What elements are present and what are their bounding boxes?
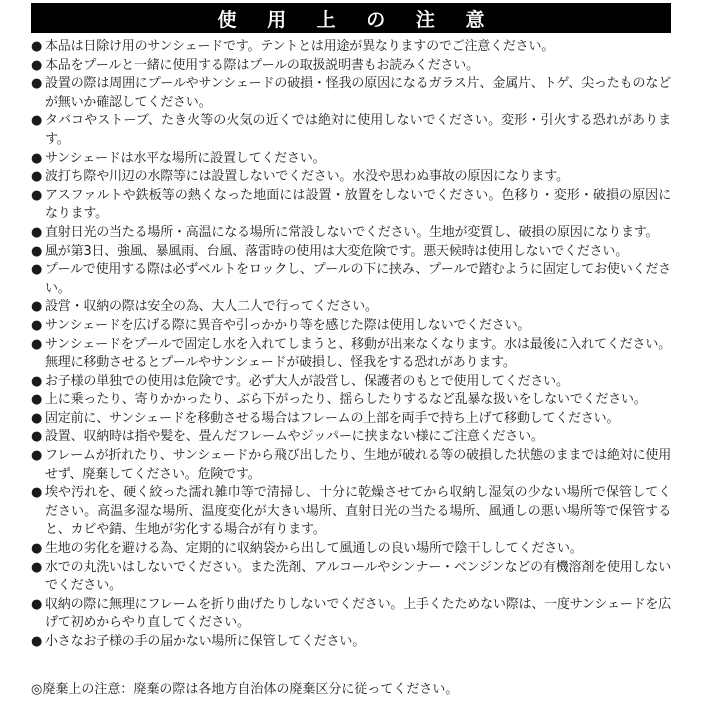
list-item [31, 150, 671, 169]
list-item-text: 設営・収納の際は安全の為、大人二人で行ってください。 [45, 299, 378, 315]
list-item-text: 設置の際は周囲にプールやサンシェードの破損・怪我の原因になるガラス片、金属片、トゲ、尖ったものなどが無いか確認してください。 [45, 76, 671, 110]
bullet-icon: ● [31, 224, 43, 240]
list-item-text: サンシェードを広げる際に異音や引っかかり等を感じた際は使用しないでください。 [45, 317, 531, 333]
bullet-icon: ● [31, 187, 43, 203]
list-item-text: 直射日光の当たる場所・高温になる場所に常設しないでください。生地が変質し、破損の原因になります。 [45, 224, 659, 240]
list-item [31, 391, 671, 410]
bullet-icon: ● [31, 169, 43, 185]
list-item [31, 243, 671, 262]
list-item [31, 410, 671, 429]
list-item [31, 261, 671, 298]
list-item-text: サンシェードをプールで固定し水を入れてしまうと、移動が出来なくなります。水は最後に入れてください。無理に移動させるとプールやサンシェードが破損し、怪我をする恐れがあります。 [45, 336, 671, 371]
list-item-text: フレームが折れたり、サンシェードから飛び出したり、生地が破れる等の破損した状態のままでは絶対に使用せず、廃棄してください。危険です。 [45, 448, 671, 482]
bullet-icon: ● [31, 596, 43, 612]
list-item [31, 428, 671, 447]
list-item-text: 本品をプールと一緒に使用する際はプールの取扱説明書もお読みください。 [45, 57, 479, 73]
list-item-text: プールで使用する際は必ずベルトをロックし、プールの下に挟み、プールで踏むように固定してお使いください。 [45, 262, 671, 296]
list-item [31, 336, 671, 373]
list-item [31, 317, 671, 336]
list-item [31, 112, 671, 149]
bullet-icon: ● [31, 373, 43, 389]
list-item [31, 187, 671, 224]
bullet-icon: ● [31, 541, 43, 557]
bullet-icon: ● [31, 57, 43, 73]
list-item [31, 484, 671, 540]
list-item-text: 水での丸洗いはしないでください。また洗剤、アルコールやシンナー・ベンジンなどの有機溶剤を使用しないでください。 [45, 559, 671, 594]
list-item-text: 収納の際に無理にフレームを折り曲げたりしないでください。上手くたためない際は、一度サンシェードを広げて初めからやり直してください。 [45, 596, 671, 631]
list-item-text: 上に乗ったり、寄りかかったり、ぶら下がったり、揺らしたりするなど乱暴な扱いをしないでください。 [45, 392, 647, 408]
list-item [31, 373, 671, 392]
list-item [31, 298, 671, 317]
bullet-icon: ● [31, 243, 43, 259]
list-item-text: サンシェードは水平な場所に設置してください。 [45, 150, 326, 166]
page-title: 使 用 上 の 注 意 [217, 8, 497, 31]
list-item-text: 風が第3日、強風、暴風雨、台風、落雷時の使用は大変危険です。悪天候時は使用しないでください。 [45, 243, 629, 259]
list-item [31, 633, 671, 652]
bullet-icon: ● [31, 410, 43, 426]
bullet-icon: ● [31, 262, 43, 278]
bullet-icon: ● [31, 76, 43, 92]
list-item [31, 447, 671, 484]
list-item-text: 固定前に、サンシェードを移動させる場合はフレームの上部を両手で持ち上げて移動してください。 [45, 410, 620, 426]
list-item-text: 設置、収納時は指や髪を、畳んだフレームやジッパーに挟まない様にご注意ください。 [45, 429, 544, 445]
list-item [31, 38, 671, 57]
precautions-list [31, 38, 671, 652]
bullet-icon: ● [31, 448, 43, 464]
bullet-icon: ● [31, 336, 43, 352]
bullet-icon: ● [31, 392, 43, 408]
list-item [31, 75, 671, 112]
list-item-text: タバコやストーブ、たき火等の火気の近くでは絶対に使用しないでください。変形・引火する恐れがあります。 [45, 113, 671, 147]
bullet-icon: ● [31, 485, 43, 501]
list-item-text: 小さなお子様の手の届かない場所に保管してください。 [45, 634, 366, 649]
list-item [31, 596, 671, 633]
bullet-icon: ● [31, 634, 43, 649]
bullet-icon: ● [31, 559, 43, 575]
title-banner [31, 3, 671, 33]
bullet-icon: ● [31, 429, 43, 445]
list-item-text: 生地の劣化を避ける為、定期的に収納袋から出して風通しの良い場所で陰干ししてください。 [45, 541, 583, 557]
list-item [31, 559, 671, 596]
disposal-note: ◎廃棄上の注意：廃棄の際は各地方自治体の廃棄区分に従ってください。 [31, 682, 459, 697]
list-item-text: 本品は日除け用のサンシェードです。テントとは用途が異なりますのでご注意ください。 [45, 39, 555, 54]
list-item-text: アスファルトや鉄板等の熱くなった地面には設置・放置をしないでください。色移り・変形・破損の原因になります。 [45, 187, 671, 222]
list-item [31, 540, 671, 559]
list-item [31, 57, 671, 76]
list-item [31, 168, 671, 187]
bullet-icon: ● [31, 150, 43, 166]
bullet-icon: ● [31, 317, 43, 333]
bullet-icon: ● [31, 299, 43, 315]
list-item [31, 224, 671, 243]
list-item-text: 波打ち際や川辺の水際等には設置しないでください。水没や思わぬ事故の原因になります。 [45, 169, 569, 185]
bullet-icon: ● [31, 39, 43, 54]
bullet-icon: ● [31, 113, 43, 129]
list-item-text: 埃や汚れを、硬く絞った濡れ雑巾等で清掃し、十分に乾燥させてから収納し湿気の少ない場所で保管してください。高温多湿な場所、温度変化が大きい場所、直射日光の当たる場所、風通しの悪い場所等で保管すると、カビや錆、生地が劣化する場合が有ります。 [45, 485, 671, 538]
list-item-text: お子様の単独での使用は危険です。必ず大人が設営し、保護者のもとで使用してください。 [45, 373, 569, 389]
